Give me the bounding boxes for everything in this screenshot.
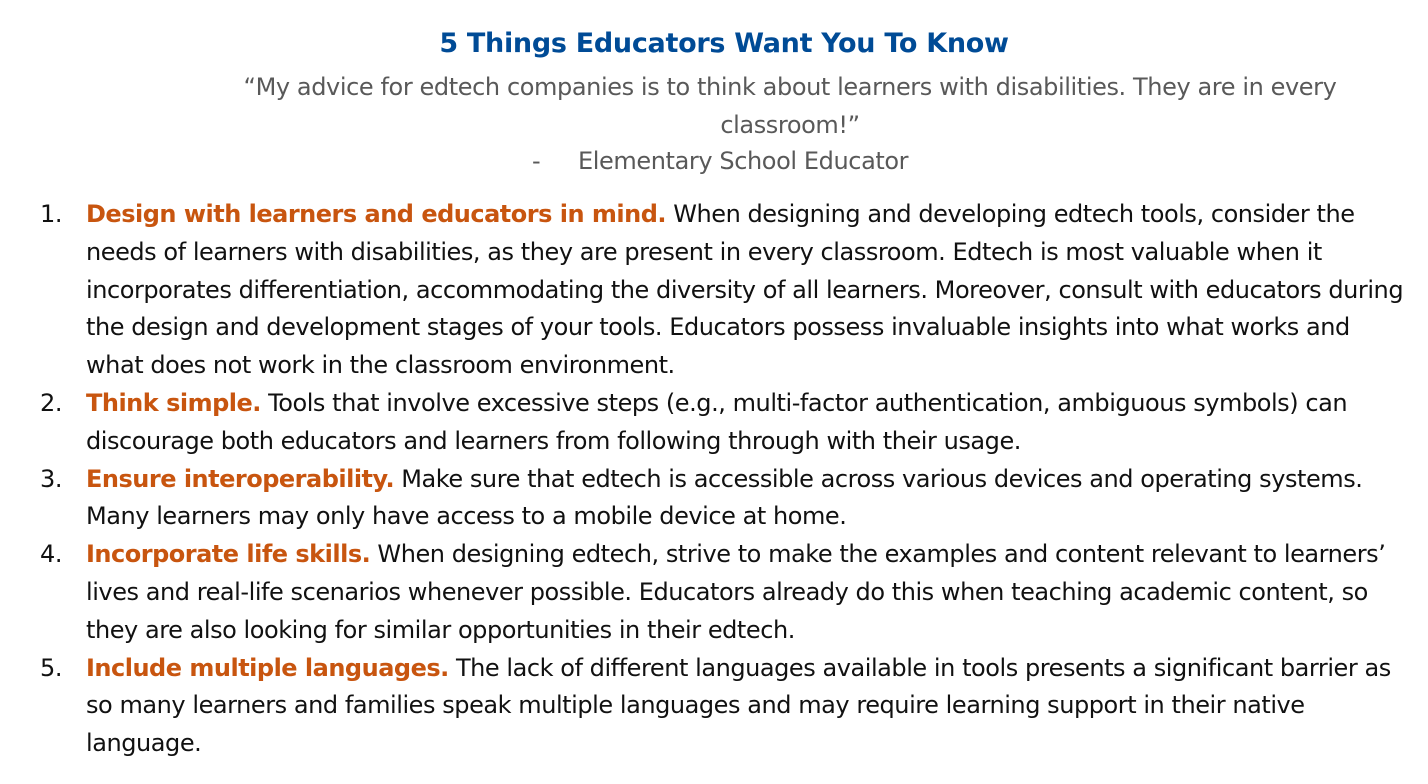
list-item-body: Tools that involve excessive steps (e.g., multi-factor authentication, ambiguous symbols) can discourage both educators and learners from following through with their usage.	[86, 388, 1348, 455]
list-item	[0, 385, 1428, 461]
list-item-number: 4.	[40, 540, 62, 569]
list-item-body: The lack of different languages available in tools presents a significant barrier as so many learners and families speak multiple languages and may require learning support in their native language.	[86, 653, 1391, 758]
tips-list	[0, 196, 1428, 763]
list-item	[0, 650, 1428, 763]
list-item-body: Make sure that edtech is accessible across various devices and operating systems. Many learners may only have access to a mobile device at home.	[86, 464, 1363, 531]
quote-attribution	[532, 142, 908, 180]
page-title: 5 Things Educators Want You To Know	[439, 28, 1009, 59]
list-item-number: 3.	[40, 464, 62, 493]
list-item-heading: Include multiple languages.	[86, 653, 449, 682]
educator-quote: “My advice for edtech companies is to think about learners with disabilities. They are in every classroom!”	[243, 73, 1337, 139]
list-item-heading: Think simple.	[86, 388, 261, 417]
list-item-body: When designing edtech, strive to make the examples and content relevant to learners’ lives and real-life scenarios whenever possible. Educators already do this when teaching academic content, so they are also looking for similar opportunities in their edtech.	[86, 540, 1386, 644]
attribution-text: Elementary School Educator	[578, 147, 909, 175]
list-item-heading: Ensure interoperability.	[86, 464, 395, 493]
list-item-heading: Incorporate life skills.	[86, 540, 371, 569]
list-item-heading: Design with learners and educators in mind.	[86, 200, 667, 228]
list-item	[0, 196, 1428, 385]
list-item	[0, 536, 1428, 649]
list-item	[0, 461, 1428, 537]
list-item-number: 1.	[40, 200, 62, 228]
list-item-body: When designing and developing edtech tools, consider the needs of learners with disabilities, as they are present in every classroom. Edtech is most valuable when it incorporates differentiation, accommodating the diversity of all learners. Moreover, consult with educators during the design and development stages of your tools. Educators possess invaluable insights into what works and what does not work in the classroom environment.	[86, 200, 1404, 380]
attribution-dash: -	[532, 147, 541, 175]
list-item-number: 2.	[40, 388, 62, 417]
list-item-number: 5.	[40, 653, 62, 682]
